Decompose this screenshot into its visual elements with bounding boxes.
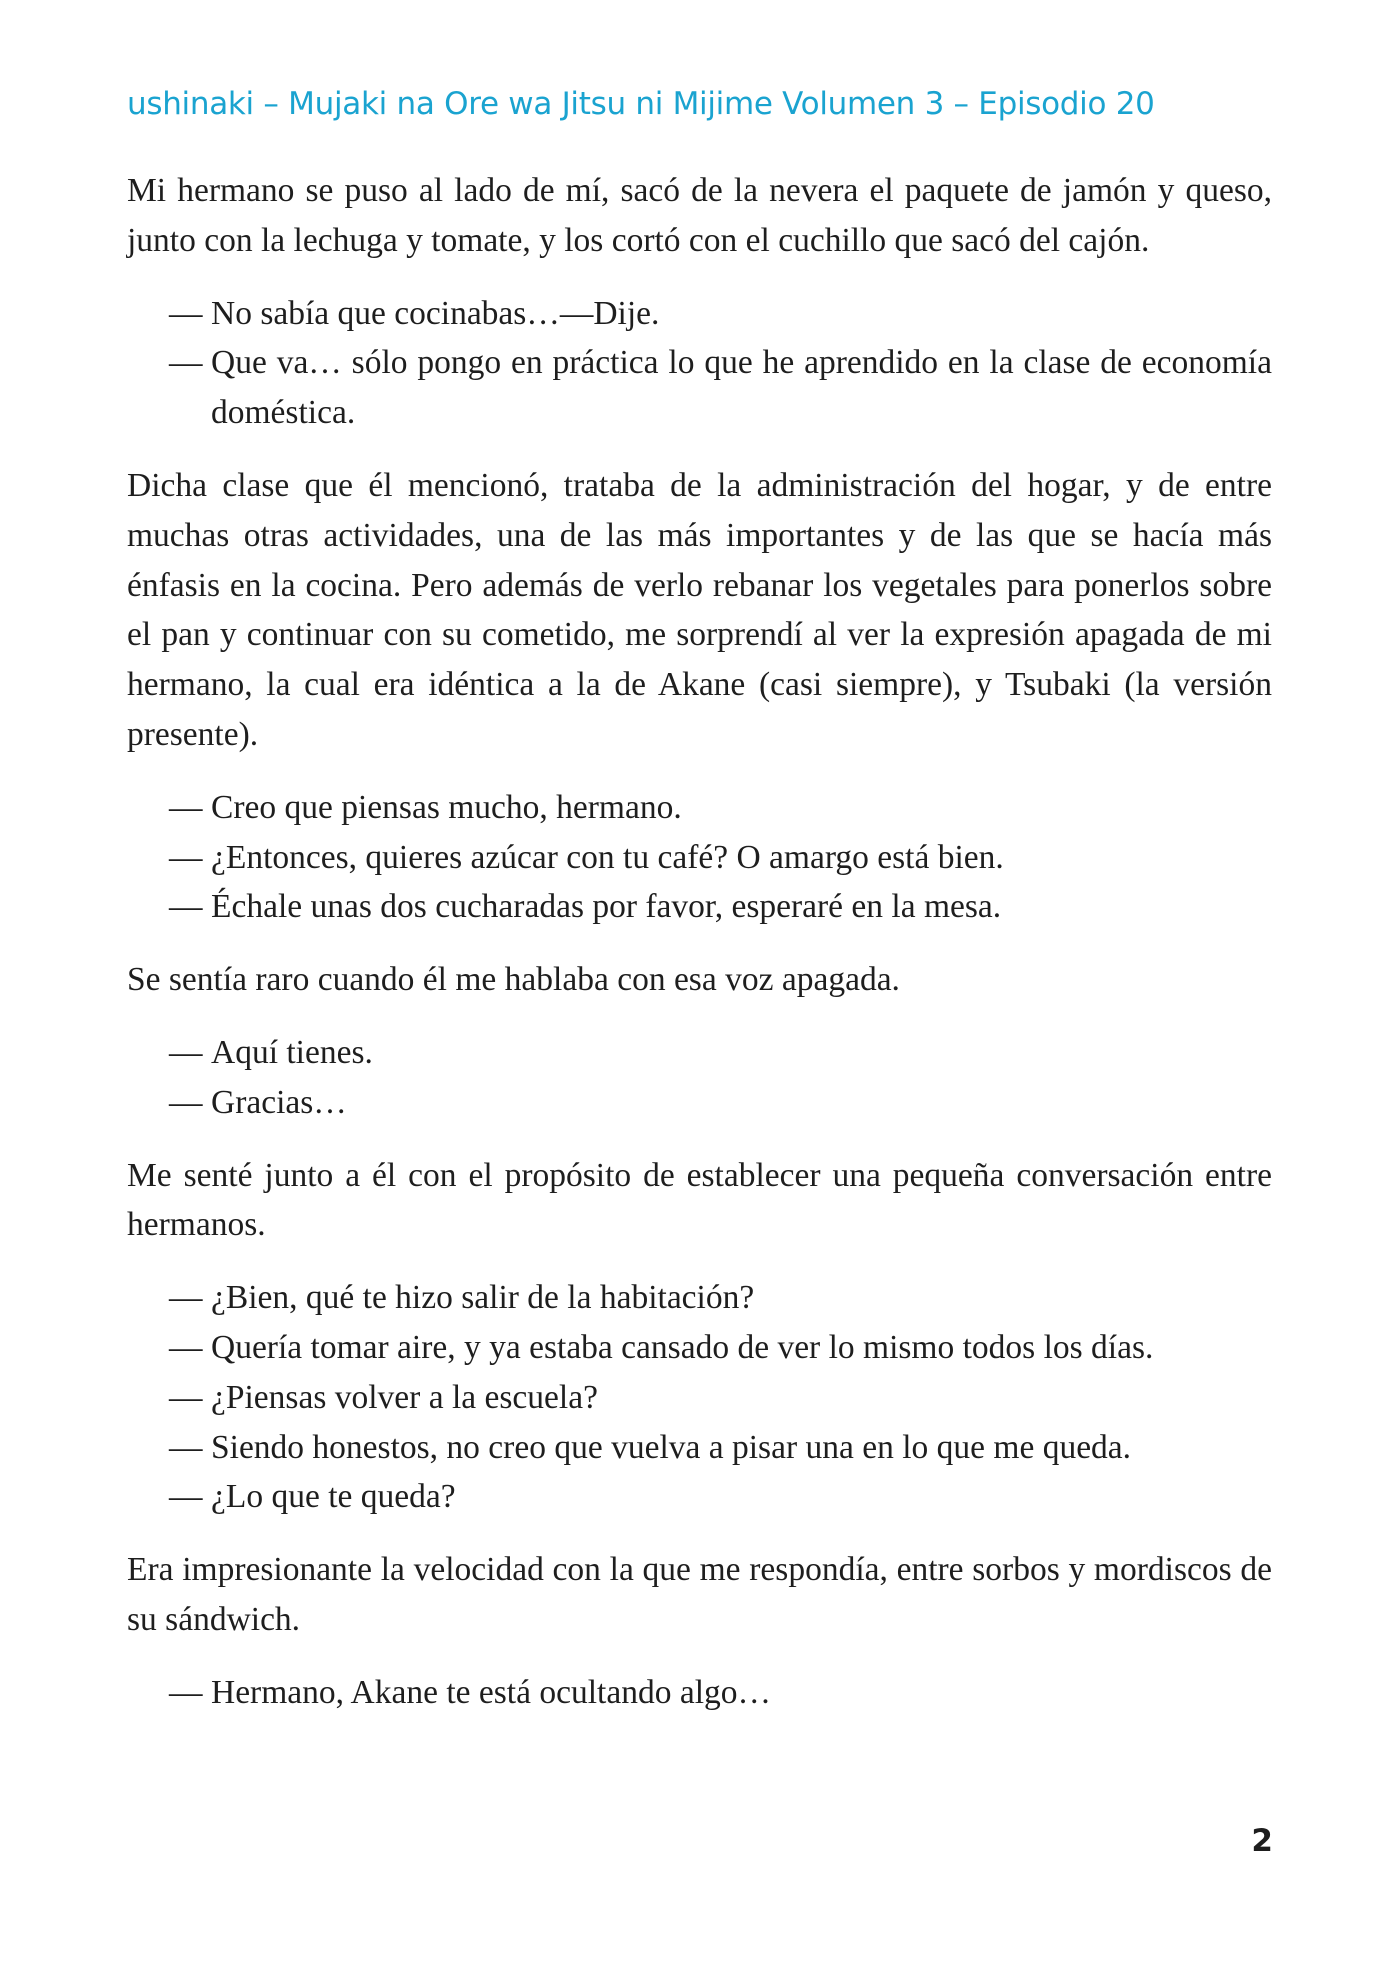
dialogue-dash: —	[169, 1378, 203, 1416]
dialogue-text: Siendo honestos, no creo que vuelva a pisar una en lo que me queda.	[211, 1428, 1132, 1466]
dialogue-text: ¿Piensas volver a la escuela?	[211, 1378, 598, 1416]
dialogue-dash: —	[169, 1428, 203, 1466]
dialogue-block	[127, 1273, 1272, 1522]
dialogue-dash: —	[169, 294, 203, 332]
dialogue-text: No sabía que cocinabas…—Dije.	[211, 294, 660, 332]
dialogue-line	[127, 882, 1272, 932]
dialogue-dash: —	[169, 1083, 203, 1121]
dialogue-line	[127, 338, 1272, 438]
dialogue-dash: —	[169, 1328, 203, 1366]
dialogue-line	[127, 1423, 1272, 1473]
page-number: 2	[1251, 1823, 1273, 1859]
narration-paragraph: Era impresionante la velocidad con la que me respondía, entre sorbos y mordiscos de su sándwich.	[127, 1551, 1272, 1638]
narration-paragraph: Me senté junto a él con el propósito de establecer una pequeña conversación entre hermanos.	[127, 1156, 1272, 1244]
dialogue-text: Gracias…	[211, 1083, 347, 1121]
dialogue-line	[127, 1028, 1272, 1078]
dialogue-text: ¿Bien, qué te hizo salir de la habitación?	[211, 1279, 755, 1317]
dialogue-text: ¿Entonces, quieres azúcar con tu café? O amargo está bien.	[211, 838, 1004, 876]
dialogue-line	[127, 783, 1272, 833]
dialogue-text: Que va… sólo pongo en práctica lo que he aprendido en la clase de economía doméstica.	[211, 344, 1272, 432]
dialogue-line	[127, 1273, 1272, 1323]
dialogue-line	[127, 1668, 1272, 1718]
dialogue-dash: —	[169, 1673, 203, 1711]
running-header: ushinaki – Mujaki na Ore wa Jitsu ni Mijime Volumen 3 – Episodio 20	[127, 86, 1155, 122]
dialogue-line	[127, 1323, 1272, 1373]
dialogue-dash: —	[169, 838, 203, 876]
dialogue-dash: —	[169, 888, 203, 926]
dialogue-line	[127, 1472, 1272, 1522]
dialogue-line	[127, 1373, 1272, 1423]
page-body	[127, 166, 1272, 1741]
dialogue-text: Quería tomar aire, y ya estaba cansado de ver lo mismo todos los días.	[211, 1328, 1154, 1366]
dialogue-block	[127, 1028, 1272, 1128]
dialogue-text: Hermano, Akane te está ocultando algo…	[211, 1673, 772, 1711]
narration-paragraph: Se sentía raro cuando él me hablaba con esa voz apagada.	[127, 961, 900, 999]
dialogue-text: Échale unas dos cucharadas por favor, esperaré en la mesa.	[211, 888, 1002, 926]
dialogue-dash: —	[169, 1478, 203, 1516]
narration-paragraph: Mi hermano se puso al lado de mí, sacó de la nevera el paquete de jamón y queso, junto con la lechuga y tomate, y los cortó con el cuchillo que sacó del cajón.	[127, 172, 1272, 259]
dialogue-dash: —	[169, 1279, 203, 1317]
dialogue-block	[127, 783, 1272, 932]
narration-paragraph: Dicha clase que él mencionó, trataba de la administración del hogar, y de entre muchas otras actividades, una de las más importantes y de las que se hacía más énfasis en la cocina. Pero además de verlo rebanar los vegetales para ponerlos sobre el pan y continuar con su cometido, me sorprendí al ver la expresión apagada de mi hermano, la cual era idéntica a la de Akane (casi siempre), y Tsubaki (la versión presente).	[127, 466, 1272, 753]
dialogue-block	[127, 1668, 1272, 1718]
dialogue-dash: —	[169, 1033, 203, 1071]
dialogue-line	[127, 289, 1272, 339]
dialogue-block	[127, 289, 1272, 438]
dialogue-dash: —	[169, 788, 203, 826]
dialogue-line	[127, 833, 1272, 883]
dialogue-text: ¿Lo que te queda?	[211, 1478, 456, 1516]
dialogue-text: Creo que piensas mucho, hermano.	[211, 788, 682, 826]
dialogue-dash: —	[169, 344, 203, 382]
dialogue-text: Aquí tienes.	[211, 1033, 373, 1071]
dialogue-line	[127, 1078, 1272, 1128]
